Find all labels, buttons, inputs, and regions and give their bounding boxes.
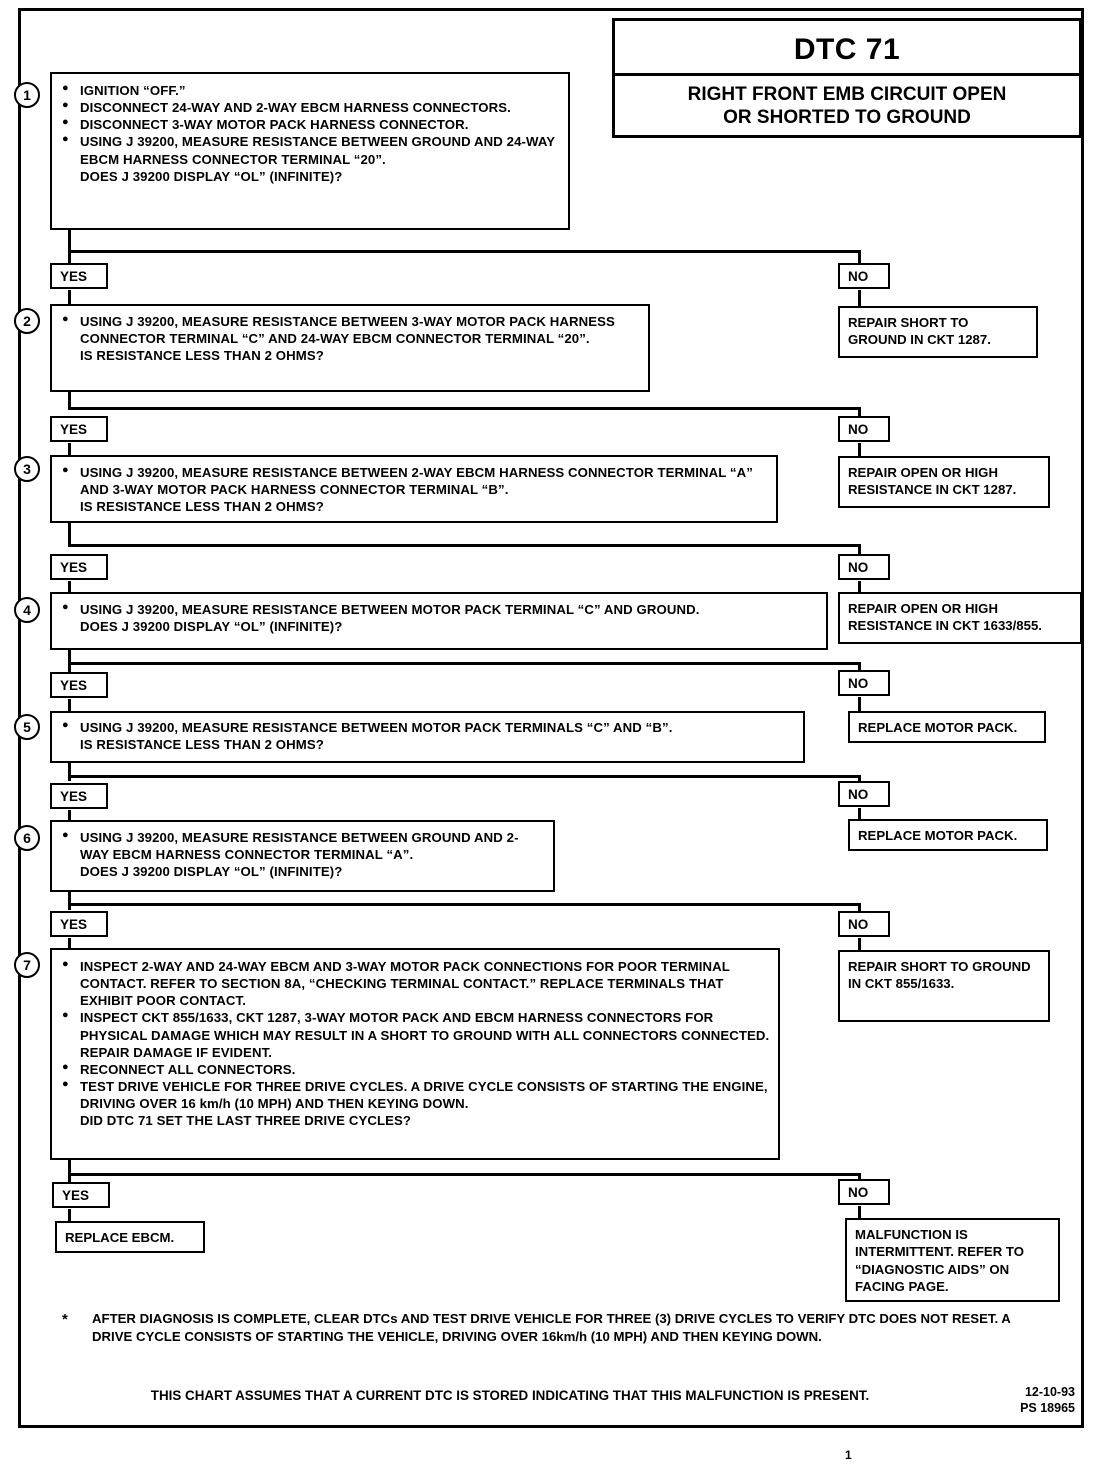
step-4-branch-line — [68, 662, 861, 665]
step-5-down-line — [68, 763, 71, 781]
step-7-no-result: MALFUNCTION IS INTERMITTENT. REFER TO “DIAGNOSTIC AIDS” ON FACING PAGE. — [845, 1218, 1060, 1302]
step-number-5: 5 — [14, 714, 40, 740]
step-7-bullet-3: ● RECONNECT ALL CONNECTORS. — [60, 1061, 770, 1078]
step-number-6: 6 — [14, 825, 40, 851]
step-6-branch-line — [68, 903, 861, 906]
step-7-question: DID DTC 71 SET THE LAST THREE DRIVE CYCLES? — [80, 1113, 412, 1129]
step-7-yes-label: YES — [52, 1182, 110, 1208]
revision-block — [930, 1385, 1075, 1416]
step-3-no-label: NO — [838, 554, 890, 580]
step-4-no-label: NO — [838, 670, 890, 696]
step-1-bullet-2: ● DISCONNECT 24-WAY AND 2-WAY EBCM HARNESS CONNECTORS. — [60, 99, 560, 116]
step-6-down-line — [68, 892, 71, 910]
step-1-bullet-4: ● USING J 39200, MEASURE RESISTANCE BETWEEN GROUND AND 24-WAY EBCM HARNESS CONNECTOR TERMINAL “20”. — [60, 133, 560, 167]
step-box-7 — [50, 948, 780, 1160]
dtc-description-line1: RIGHT FRONT EMB CIRCUIT OPEN — [687, 84, 1007, 105]
step-1-branch-line — [68, 250, 861, 253]
step-7-branch-line — [68, 1173, 861, 1176]
step-2-bullets — [60, 313, 640, 364]
step-1-question: DOES J 39200 DISPLAY “OL” (INFINITE)? — [80, 168, 343, 184]
step-7-down-line — [68, 1160, 71, 1182]
step-3-no-result: REPAIR OPEN OR HIGH RESISTANCE IN CKT 1633/855. — [838, 592, 1082, 644]
step-7-bullet-4: ● TEST DRIVE VEHICLE FOR THREE DRIVE CYCLES. A DRIVE CYCLE CONSISTS OF STARTING THE ENGINE, DRIVING OVER 16 km/h (10 MPH) AND THEN KEYING DOWN. — [60, 1078, 770, 1112]
step-box-1 — [50, 72, 570, 230]
step-6-bullets — [60, 829, 545, 880]
step-3-branch-line — [68, 544, 861, 547]
step-4-no-drop — [858, 697, 861, 712]
step-2-no-label: NO — [838, 416, 890, 442]
step-1-bullets — [60, 82, 560, 185]
step-box-6 — [50, 820, 555, 892]
step-number-3: 3 — [14, 456, 40, 482]
page-mark: 1 — [845, 1448, 852, 1462]
footnote — [62, 1310, 1047, 1346]
step-3-question: IS RESISTANCE LESS THAN 2 OHMS? — [80, 499, 324, 515]
dtc-code: DTC 71 — [793, 33, 901, 66]
dtc-description-line2: OR SHORTED TO GROUND — [723, 107, 971, 129]
step-3-down-line — [68, 523, 71, 545]
step-4-bullet-1: ● USING J 39200, MEASURE RESISTANCE BETWEEN MOTOR PACK TERMINAL “C” AND GROUND. — [60, 601, 818, 618]
step-6-no-label: NO — [838, 911, 890, 937]
step-4-yes-label: YES — [50, 672, 108, 698]
step-1-down-line — [68, 230, 71, 252]
step-5-yes-label: YES — [50, 783, 108, 809]
footnote-text: AFTER DIAGNOSIS IS COMPLETE, CLEAR DTCs AND TEST DRIVE VEHICLE FOR THREE (3) DRIVE CYCLES TO VERIFY DTC DOES NOT RESET. A DRIVE CYCLE CONSISTS OF STARTING THE VEHICLE, DRIVING OVER 16km/h (10 MPH) AND THEN KEYING DOWN. — [92, 1311, 1011, 1344]
step-7-bullet-1: ● INSPECT 2-WAY AND 24-WAY EBCM AND 3-WAY MOTOR PACK CONNECTIONS FOR POOR TERMINAL CONTACT. REFER TO SECTION 8A, “CHECKING TERMINAL CONTACT.” REPLACE TERMINALS THAT EXHIBIT POOR CONTACT. — [60, 958, 770, 1009]
step-7-yes-result: REPLACE EBCM. — [55, 1221, 205, 1253]
step-1-bullet-3: ● DISCONNECT 3-WAY MOTOR PACK HARNESS CONNECTOR. — [60, 116, 560, 133]
step-box-2 — [50, 304, 650, 392]
step-4-question: DOES J 39200 DISPLAY “OL” (INFINITE)? — [80, 619, 343, 635]
step-5-branch-line — [68, 775, 861, 778]
revision-code: PS 18965 — [1020, 1400, 1075, 1415]
step-1-bullet-1: ● IGNITION “OFF.” — [60, 82, 560, 99]
step-6-question: DOES J 39200 DISPLAY “OL” (INFINITE)? — [80, 864, 343, 880]
step-6-bullet-1: ● USING J 39200, MEASURE RESISTANCE BETWEEN GROUND AND 2-WAY EBCM HARNESS CONNECTOR TERMINAL “A”. — [60, 829, 545, 863]
step-4-no-result: REPLACE MOTOR PACK. — [848, 711, 1046, 743]
step-box-4 — [50, 592, 828, 650]
step-7-bullets — [60, 958, 770, 1130]
step-box-3 — [50, 455, 778, 523]
step-number-1: 1 — [14, 82, 40, 108]
step-2-yes-label: YES — [50, 416, 108, 442]
step-3-bullet-1: ● USING J 39200, MEASURE RESISTANCE BETWEEN 2-WAY EBCM HARNESS CONNECTOR TERMINAL “A” AND 3-WAY MOTOR PACK HARNESS CONNECTOR TERMINAL “B”. — [60, 464, 768, 498]
step-5-question: IS RESISTANCE LESS THAN 2 OHMS? — [80, 737, 324, 753]
step-6-yes-label: YES — [50, 911, 108, 937]
step-1-yes-label: YES — [50, 263, 108, 289]
step-7-no-label: NO — [838, 1179, 890, 1205]
step-5-no-label: NO — [838, 781, 890, 807]
step-3-yes-label: YES — [50, 554, 108, 580]
step-2-branch-line — [68, 407, 861, 410]
step-box-5 — [50, 711, 805, 763]
title-divider — [615, 73, 1079, 76]
step-5-bullets — [60, 719, 795, 753]
step-7-bullet-2: ● INSPECT CKT 855/1633, CKT 1287, 3-WAY MOTOR PACK AND EBCM HARNESS CONNECTORS FOR PHYSICAL DAMAGE WHICH MAY RESULT IN A SHORT TO GROUND WITH ALL CONNECTORS CONNECTED. REPAIR DAMAGE IF EVIDENT. — [60, 1009, 770, 1060]
step-2-no-result: REPAIR OPEN OR HIGH RESISTANCE IN CKT 1287. — [838, 456, 1050, 508]
chart-assumption: THIS CHART ASSUMES THAT A CURRENT DTC IS STORED INDICATING THAT THIS MALFUNCTION IS PRESENT. — [150, 1388, 870, 1403]
step-4-bullets — [60, 601, 818, 635]
title-block — [612, 18, 1082, 138]
step-number-2: 2 — [14, 308, 40, 334]
step-number-4: 4 — [14, 597, 40, 623]
dtc-description — [615, 83, 1079, 129]
step-number-7: 7 — [14, 952, 40, 978]
step-3-bullets — [60, 464, 768, 515]
step-4-down-line — [68, 650, 71, 672]
step-5-no-result: REPLACE MOTOR PACK. — [848, 819, 1048, 851]
step-5-bullet-1: ● USING J 39200, MEASURE RESISTANCE BETWEEN MOTOR PACK TERMINALS “C” AND “B”. — [60, 719, 795, 736]
footnote-marker: * — [62, 1311, 68, 1328]
step-2-question: IS RESISTANCE LESS THAN 2 OHMS? — [80, 348, 324, 364]
step-6-no-result: REPAIR SHORT TO GROUND IN CKT 855/1633. — [838, 950, 1050, 1022]
step-1-no-result: REPAIR SHORT TO GROUND IN CKT 1287. — [838, 306, 1038, 358]
step-2-bullet-1: ● USING J 39200, MEASURE RESISTANCE BETWEEN 3-WAY MOTOR PACK HARNESS CONNECTOR TERMINAL “C” AND 24-WAY EBCM CONNECTOR TERMINAL “20”. — [60, 313, 640, 347]
step-1-no-label: NO — [838, 263, 890, 289]
revision-date: 12-10-93 — [1024, 1385, 1075, 1399]
